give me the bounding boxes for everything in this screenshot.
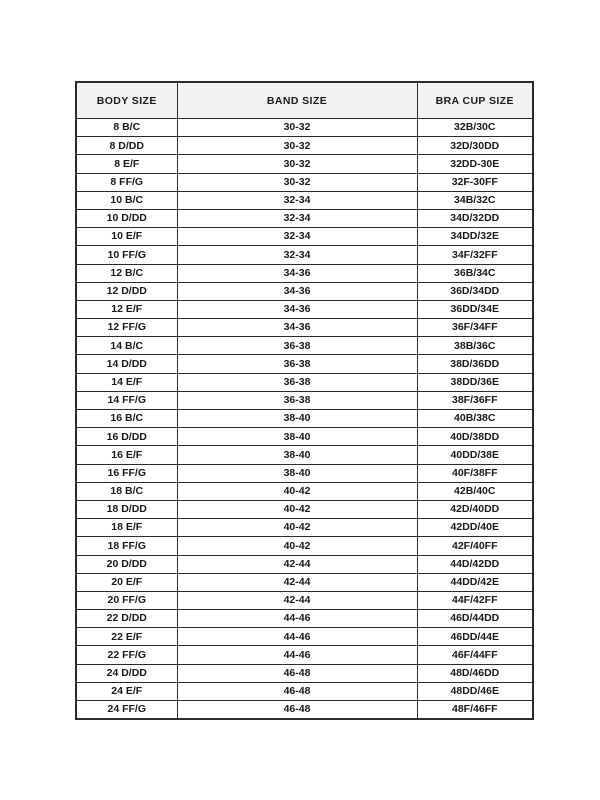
band-size-cell: 36-38 [177, 391, 417, 409]
header-body-size: BODY SIZE [76, 82, 177, 119]
bra-cup-size-cell: 46DD/44E [417, 628, 533, 646]
band-size-cell: 36-38 [177, 355, 417, 373]
body-size-cell: 10 FF/G [76, 246, 177, 264]
body-size-cell: 16 B/C [76, 410, 177, 428]
band-size-cell: 40-42 [177, 482, 417, 500]
body-size-cell: 22 E/F [76, 628, 177, 646]
bra-cup-size-cell: 34B/32C [417, 191, 533, 209]
band-size-cell: 38-40 [177, 446, 417, 464]
bra-cup-size-cell: 40D/38DD [417, 428, 533, 446]
table-row [76, 246, 533, 264]
bra-cup-size-cell: 44F/42FF [417, 591, 533, 609]
band-size-cell: 32-34 [177, 209, 417, 227]
bra-cup-size-cell: 44D/42DD [417, 555, 533, 573]
band-size-cell: 32-34 [177, 228, 417, 246]
table-row [76, 482, 533, 500]
bra-cup-size-cell: 44DD/42E [417, 573, 533, 591]
table-row [76, 573, 533, 591]
band-size-cell: 44-46 [177, 610, 417, 628]
band-size-cell: 32-34 [177, 191, 417, 209]
table-row [76, 610, 533, 628]
body-size-cell: 16 D/DD [76, 428, 177, 446]
body-size-cell: 10 D/DD [76, 209, 177, 227]
bra-cup-size-cell: 34DD/32E [417, 228, 533, 246]
bra-cup-size-cell: 34D/32DD [417, 209, 533, 227]
header-bra-cup-size: BRA CUP SIZE [417, 82, 533, 119]
bra-cup-size-cell: 48DD/46E [417, 682, 533, 700]
band-size-cell: 30-32 [177, 119, 417, 137]
band-size-cell: 34-36 [177, 319, 417, 337]
table-row [76, 701, 533, 720]
body-size-cell: 12 FF/G [76, 319, 177, 337]
bra-cup-size-cell: 34F/32FF [417, 246, 533, 264]
band-size-cell: 42-44 [177, 555, 417, 573]
bra-cup-size-cell: 40DD/38E [417, 446, 533, 464]
band-size-cell: 30-32 [177, 173, 417, 191]
bra-cup-size-cell: 32F-30FF [417, 173, 533, 191]
table-row [76, 300, 533, 318]
bra-cup-size-cell: 38D/36DD [417, 355, 533, 373]
body-size-cell: 14 E/F [76, 373, 177, 391]
band-size-cell: 46-48 [177, 682, 417, 700]
body-size-cell: 10 B/C [76, 191, 177, 209]
body-size-cell: 18 E/F [76, 519, 177, 537]
band-size-cell: 38-40 [177, 428, 417, 446]
bra-cup-size-cell: 46F/44FF [417, 646, 533, 664]
band-size-cell: 30-32 [177, 155, 417, 173]
table-row [76, 500, 533, 518]
band-size-cell: 34-36 [177, 282, 417, 300]
table-row [76, 355, 533, 373]
bra-cup-size-cell: 42B/40C [417, 482, 533, 500]
bra-cup-size-cell: 32B/30C [417, 119, 533, 137]
bra-cup-size-cell: 48F/46FF [417, 701, 533, 720]
bra-cup-size-cell: 40B/38C [417, 410, 533, 428]
body-size-cell: 20 D/DD [76, 555, 177, 573]
band-size-cell: 34-36 [177, 264, 417, 282]
table-row [76, 228, 533, 246]
body-size-cell: 16 FF/G [76, 464, 177, 482]
body-size-cell: 14 FF/G [76, 391, 177, 409]
body-size-cell: 24 FF/G [76, 701, 177, 720]
table-row [76, 373, 533, 391]
body-size-cell: 8 D/DD [76, 137, 177, 155]
body-size-cell: 24 E/F [76, 682, 177, 700]
bra-cup-size-cell: 42D/40DD [417, 500, 533, 518]
table-row [76, 591, 533, 609]
table-row [76, 137, 533, 155]
body-size-cell: 18 B/C [76, 482, 177, 500]
body-size-cell: 8 FF/G [76, 173, 177, 191]
table-row [76, 446, 533, 464]
table-row [76, 519, 533, 537]
body-size-cell: 22 D/DD [76, 610, 177, 628]
band-size-cell: 40-42 [177, 500, 417, 518]
band-size-cell: 42-44 [177, 591, 417, 609]
table-row [76, 391, 533, 409]
body-size-cell: 18 D/DD [76, 500, 177, 518]
body-size-cell: 8 B/C [76, 119, 177, 137]
table-row [76, 337, 533, 355]
bra-cup-size-cell: 32DD-30E [417, 155, 533, 173]
body-size-cell: 12 D/DD [76, 282, 177, 300]
body-size-cell: 20 E/F [76, 573, 177, 591]
header-band-size: BAND SIZE [177, 82, 417, 119]
table-row [76, 664, 533, 682]
table-row [76, 555, 533, 573]
band-size-cell: 36-38 [177, 337, 417, 355]
table-row [76, 155, 533, 173]
bra-size-conversion-table [75, 81, 534, 720]
table-row [76, 537, 533, 555]
bra-cup-size-cell: 36B/34C [417, 264, 533, 282]
body-size-cell: 10 E/F [76, 228, 177, 246]
body-size-cell: 20 FF/G [76, 591, 177, 609]
bra-cup-size-cell: 32D/30DD [417, 137, 533, 155]
body-size-cell: 8 E/F [76, 155, 177, 173]
table-row [76, 264, 533, 282]
body-size-cell: 14 B/C [76, 337, 177, 355]
header-row [76, 82, 533, 119]
band-size-cell: 40-42 [177, 537, 417, 555]
table-row [76, 319, 533, 337]
body-size-cell: 18 FF/G [76, 537, 177, 555]
bra-cup-size-cell: 36D/34DD [417, 282, 533, 300]
bra-cup-size-cell: 38F/36FF [417, 391, 533, 409]
bra-cup-size-cell: 36F/34FF [417, 319, 533, 337]
band-size-cell: 38-40 [177, 410, 417, 428]
table-row [76, 628, 533, 646]
table-row [76, 191, 533, 209]
band-size-cell: 46-48 [177, 701, 417, 720]
band-size-cell: 44-46 [177, 646, 417, 664]
table-row [76, 119, 533, 137]
bra-cup-size-cell: 38B/36C [417, 337, 533, 355]
body-size-cell: 16 E/F [76, 446, 177, 464]
body-size-cell: 24 D/DD [76, 664, 177, 682]
band-size-cell: 34-36 [177, 300, 417, 318]
bra-cup-size-cell: 42F/40FF [417, 537, 533, 555]
band-size-cell: 36-38 [177, 373, 417, 391]
bra-cup-size-cell: 36DD/34E [417, 300, 533, 318]
table-row [76, 646, 533, 664]
band-size-cell: 40-42 [177, 519, 417, 537]
bra-cup-size-cell: 48D/46DD [417, 664, 533, 682]
table-row [76, 428, 533, 446]
table-row [76, 282, 533, 300]
body-size-cell: 12 E/F [76, 300, 177, 318]
bra-cup-size-cell: 38DD/36E [417, 373, 533, 391]
table-row [76, 682, 533, 700]
band-size-cell: 42-44 [177, 573, 417, 591]
table-row [76, 410, 533, 428]
body-size-cell: 22 FF/G [76, 646, 177, 664]
bra-cup-size-cell: 40F/38FF [417, 464, 533, 482]
band-size-cell: 30-32 [177, 137, 417, 155]
bra-cup-size-cell: 42DD/40E [417, 519, 533, 537]
body-size-cell: 12 B/C [76, 264, 177, 282]
band-size-cell: 32-34 [177, 246, 417, 264]
table-row [76, 464, 533, 482]
table-row [76, 173, 533, 191]
band-size-cell: 46-48 [177, 664, 417, 682]
band-size-cell: 44-46 [177, 628, 417, 646]
band-size-cell: 38-40 [177, 464, 417, 482]
table-row [76, 209, 533, 227]
body-size-cell: 14 D/DD [76, 355, 177, 373]
bra-cup-size-cell: 46D/44DD [417, 610, 533, 628]
